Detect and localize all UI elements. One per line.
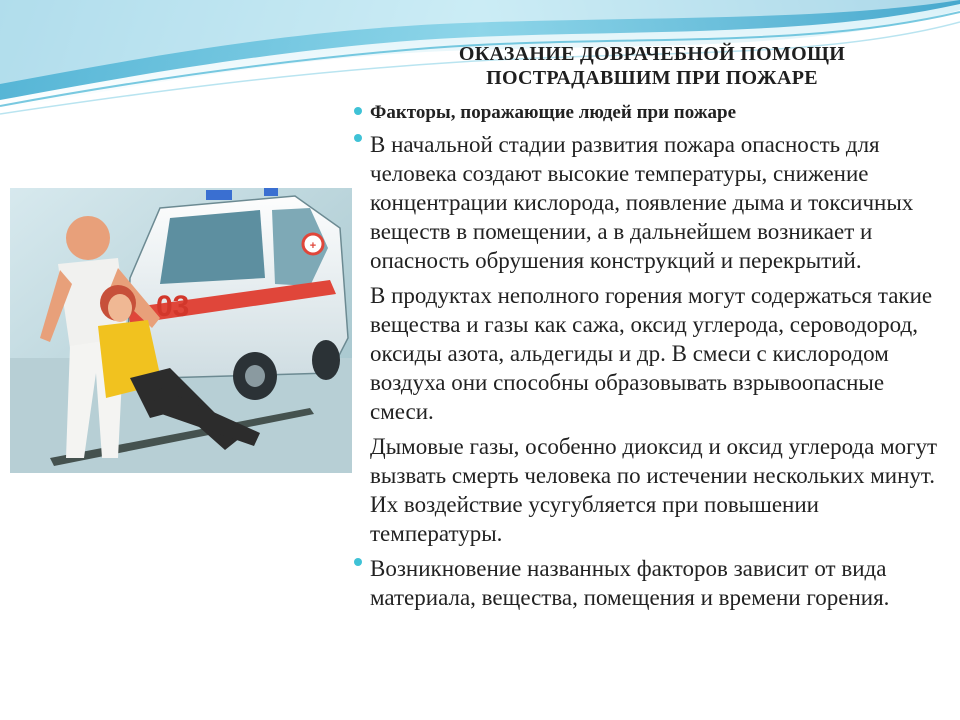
list-item — [352, 130, 948, 275]
bullet-icon — [354, 134, 362, 142]
list-item — [352, 281, 948, 426]
ambulance — [128, 188, 348, 400]
bullet-icon — [354, 558, 362, 566]
list-item-text: Возникновение названных факторов зависит от вида материала, вещества, помещения и времени горения. — [370, 556, 890, 610]
svg-text:+: + — [309, 240, 317, 252]
bullet-icon — [354, 107, 362, 115]
list-item — [352, 554, 948, 612]
list-item-text: В продуктах неполного горения могут содержаться такие вещества и газы как сажа, оксид углерода, сероводород, оксиды азота, альдегиды и др. В смеси с кислородом воздуха они способны образовывать взрывоопасные смеси. — [370, 283, 933, 424]
ambulance-number: 03 — [156, 290, 190, 323]
rescue-illustration — [10, 188, 352, 473]
list-item-text: В начальной стадии развития пожара опасность для человека создают высокие температуры, снижение концентрации кислорода, появление дыма и токсичных веществ в помещении, а в дальнейшем возникает и опасность обрушения конструкций и перекрытий. — [370, 132, 914, 273]
slide-title — [392, 42, 912, 90]
list-item-text: Факторы, поражающие людей при пожаре — [370, 102, 737, 123]
list-item — [352, 432, 948, 548]
list-item — [352, 100, 948, 126]
content-list — [352, 100, 948, 612]
slide-title-line2: ПОСТРАДАВШИМ ПРИ ПОЖАРЕ — [486, 67, 818, 89]
slide-title-line1: ОКАЗАНИЕ ДОВРАЧЕБНОЙ ПОМОЩИ — [458, 43, 846, 65]
list-item-text: Дымовые газы, особенно диоксид и оксид углерода могут вызвать смерть человека по истечении нескольких минут. Их воздействие усугубляется при повышении температуры. — [370, 434, 938, 546]
